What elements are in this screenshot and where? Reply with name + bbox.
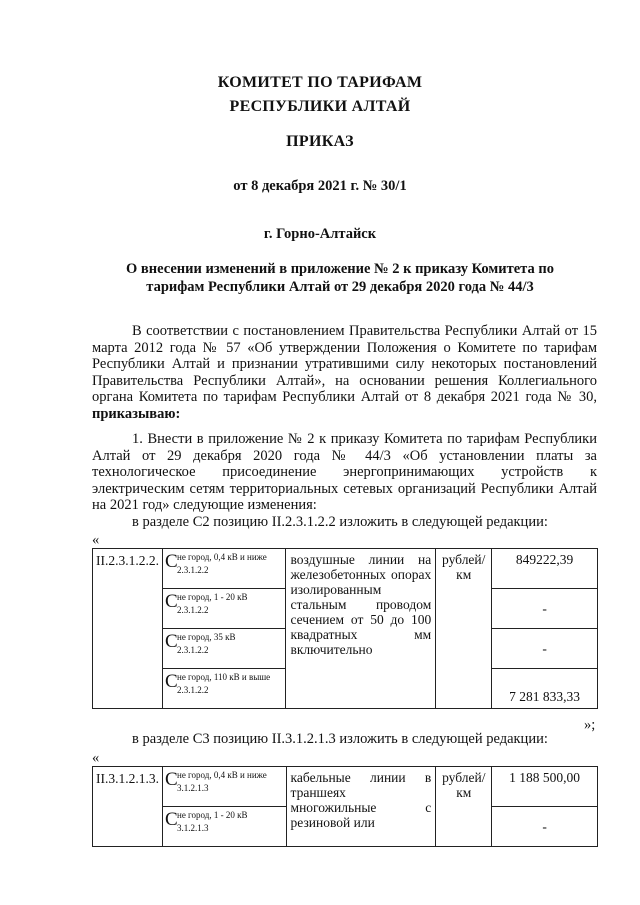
position-code: II.2.3.1.2.2. <box>93 549 163 709</box>
rate-symbol <box>163 589 286 629</box>
unit-cell: рублей/ км <box>436 767 492 847</box>
symbol-letter: C <box>165 551 178 572</box>
document-type: ПРИКАЗ <box>286 133 354 150</box>
unit-cell: рублей/ км <box>436 549 492 709</box>
rate-symbol <box>163 629 286 669</box>
symbol-letter: C <box>165 809 178 830</box>
open-quote-2: « <box>92 750 100 766</box>
item-1-paragraph: 1. Внести в приложение № 2 к приказу Комитета по тарифам Республики Алтай от 29 декабря 2020 года № 44/3 «Об установлении платы за технологическое присоединение энергопринимающих устройств к электрическим сетям территориальных сетевых организаций Республики Алтай на 2021 год» следующие изменения: <box>92 431 597 513</box>
section-c3-instruction: в разделе С3 позицию II.3.1.2.1.3 изложить в следующей редакции: <box>132 731 548 747</box>
symbol-letter: C <box>165 671 178 692</box>
symbol-subscript: 2.3.1.2.2 <box>177 565 209 575</box>
symbol-superscript: не город, 110 кВ и выше <box>177 672 271 682</box>
symbol-letter: C <box>165 769 178 790</box>
tariff-value: - <box>492 807 598 847</box>
rate-symbol <box>163 767 287 807</box>
tariff-value: 849222,39 <box>492 549 598 589</box>
tariff-value: - <box>492 629 598 669</box>
symbol-subscript: 2.3.1.2.2 <box>177 645 209 655</box>
symbol-superscript: не город, 1 - 20 кВ <box>177 592 248 602</box>
symbol-superscript: не город, 1 - 20 кВ <box>177 810 248 820</box>
document-subject: О внесении изменений в приложение № 2 к приказу Комитета по тарифам Республики Алтай от 29 декабря 2020 года № 44/3 <box>126 261 554 295</box>
symbol-subscript: 3.1.2.1.3 <box>177 783 209 793</box>
rate-symbol <box>163 549 286 589</box>
preamble-text: В соответствии с постановлением Правительства Республики Алтай от 15 марта 2012 года № 57 «Об утверждении Положения о Комитете по тарифам Республики Алтай и признании утратившими силу некоторых постановлений Правительства Республики Алтай», на основании решения Коллегиального органа Комитета по тарифам Республики Алтай от 8 декабря 2021 года № 30, <box>92 323 597 405</box>
committee-name-line1: КОМИТЕТ ПО ТАРИФАМ <box>217 74 423 91</box>
symbol-subscript: 2.3.1.2.2 <box>177 685 209 695</box>
preamble-paragraph <box>92 323 597 422</box>
tariff-table-c3 <box>92 766 598 847</box>
symbol-superscript: не город, 0,4 кВ и ниже <box>177 552 267 562</box>
tariff-value: 1 188 500,00 <box>492 767 598 807</box>
document-city: г. Горно-Алтайск <box>263 226 377 242</box>
table-row <box>93 767 598 807</box>
tariff-table-c2 <box>92 548 598 709</box>
position-code: II.3.1.2.1.3. <box>93 767 163 847</box>
line-description: воздушные линии на железобетонных опорах изолированным стальным проводом сечением от 50 до 100 квадратных мм включительно <box>286 549 436 709</box>
line-description: кабельные линии в траншеях многожильные с резиновой или <box>286 767 436 847</box>
rate-symbol <box>163 807 287 847</box>
close-quote-1: »; <box>584 717 596 733</box>
rate-symbol <box>163 669 286 709</box>
symbol-subscript: 3.1.2.1.3 <box>177 823 209 833</box>
tariff-value: 7 281 833,33 <box>492 669 598 709</box>
committee-name-line2: РЕСПУБЛИКИ АЛТАЙ <box>229 98 411 115</box>
symbol-subscript: 2.3.1.2.2 <box>177 605 209 615</box>
document-date-number: от 8 декабря 2021 г. № 30/1 <box>233 178 407 194</box>
tariff-value: - <box>492 589 598 629</box>
table-row <box>93 549 598 589</box>
open-quote-1: « <box>92 532 100 548</box>
symbol-letter: C <box>165 591 178 612</box>
order-word: приказываю: <box>92 405 181 422</box>
section-c2-instruction: в разделе С2 позицию II.2.3.1.2.2 изложить в следующей редакции: <box>132 514 548 530</box>
symbol-superscript: не город, 0,4 кВ и ниже <box>177 770 267 780</box>
symbol-superscript: не город, 35 кВ <box>177 632 236 642</box>
symbol-letter: C <box>165 631 178 652</box>
